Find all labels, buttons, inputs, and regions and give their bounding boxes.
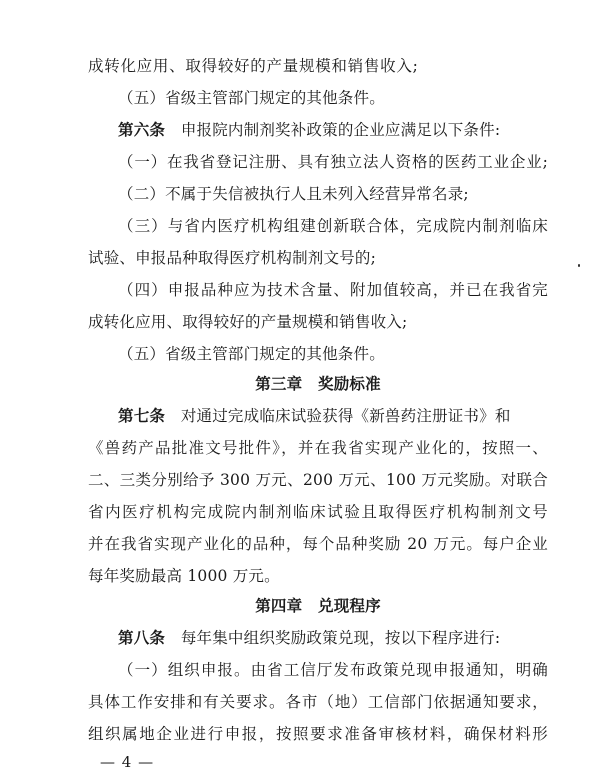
text-line: 具体工作安排和有关要求。各市（地）工信部门依据通知要求， (88, 693, 548, 711)
text-line: 成转化应用、取得较好的产量规模和销售收入; (88, 313, 408, 331)
text-line: （四）申报品种应为技术含量、附加值较高，并已在我省完 (118, 281, 548, 299)
article-line (118, 628, 548, 648)
text-line: （五）省级主管部门规定的其他条件。 (118, 345, 385, 363)
scan-speck (578, 264, 580, 267)
article-heading: 第八条 (118, 628, 166, 647)
text-line: （五）省级主管部门规定的其他条件。 (118, 89, 385, 107)
page-number: — 4 — (100, 753, 155, 771)
text-line: 成转化应用、取得较好的产量规模和销售收入; (88, 57, 418, 75)
article-text: 每年集中组织奖励政策兑现，按以下程序进行: (180, 629, 501, 647)
text-line: 二、三类分别给予 300 万元、200 万元、100 万元奖励。对联合 (88, 471, 548, 489)
article-heading: 第七条 (118, 406, 166, 425)
text-line: 《兽药产品批准文号批件》，并在我省实现产业化的，按照一、 (88, 439, 548, 457)
text-line: 并在我省实现产业化的品种，每个品种奖励 20 万元。每户企业 (88, 535, 548, 553)
article-text: 对通过完成临床试验获得《新兽药注册证书》和 (180, 407, 511, 425)
text-line: （三）与省内医疗机构组建创新联合体，完成院内制剂临床 (118, 217, 548, 235)
text-line: 组织属地企业进行申报，按照要求准备审核材料，确保材料形 (88, 725, 548, 743)
text-line: （二）不属于失信被执行人且未列入经营异常名录; (118, 185, 469, 203)
text-line: 每年奖励最高 1000 万元。 (88, 567, 280, 585)
article-line (118, 120, 548, 140)
article-text: 申报院内制剂奖补政策的企业应满足以下条件: (180, 121, 501, 139)
chapter-heading: 第三章 奖励标准 (255, 374, 381, 393)
article-heading: 第六条 (118, 120, 166, 139)
article-line (118, 406, 548, 426)
chapter-heading: 第四章 兑现程序 (255, 596, 381, 615)
text-line: （一）在我省登记注册、具有独立法人资格的医药工业企业; (118, 153, 548, 171)
text-line: （一）组织申报。由省工信厅发布政策兑现申报通知，明确 (118, 661, 548, 679)
text-line: 省内医疗机构完成院内制剂临床试验且取得医疗机构制剂文号 (88, 503, 548, 521)
text-line: 试验、申报品种取得医疗机构制剂文号的; (88, 249, 377, 267)
